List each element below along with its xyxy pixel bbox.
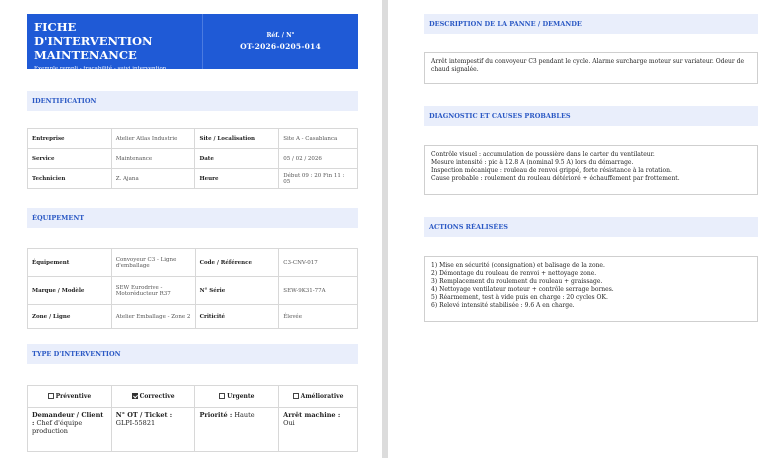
option-preventive[interactable]: [28, 386, 112, 408]
section-description: [424, 14, 758, 34]
section-type-intervention: [27, 344, 358, 364]
section-title: DIAGNOSTIC ET CAUSES PROBABLES: [429, 112, 571, 120]
section-equipement: [27, 208, 358, 228]
checkbox-icon[interactable]: [219, 393, 225, 399]
info-ticket: [111, 408, 195, 452]
document-title-line1: FICHE D'INTERVENTION: [34, 20, 153, 48]
type-intervention-table: [27, 385, 358, 452]
info-value: GLPI-55821: [115, 419, 156, 427]
field-value: Élevée: [279, 305, 358, 329]
option-corrective[interactable]: [111, 386, 195, 408]
info-value: Chef d'équipe production: [32, 419, 83, 435]
section-actions: [424, 217, 758, 237]
field-value: Z. Ajana: [111, 169, 195, 189]
field-label: N° Série: [195, 277, 279, 305]
option-label: Préventive: [55, 393, 92, 400]
info-label: Arrêt machine :: [283, 411, 341, 419]
description-text: Arrêt intempestif du convoyeur C3 pendant le cycle. Alarme surcharge moteur sur variateur. Odeur de chaud signalée.: [431, 58, 745, 73]
field-value: Convoyeur C3 - Ligne d'emballage: [111, 249, 195, 277]
section-title: DESCRIPTION DE LA PANNE / DEMANDE: [429, 20, 582, 28]
diagnostic-line: Cause probable : roulement du rouleau détérioré + échauffement par frottement.: [431, 175, 680, 182]
document-subtitle: Exemple rempli - traçabilité - suivi intervention: [34, 66, 167, 72]
option-label: Améliorative: [300, 393, 344, 400]
document-header: [27, 14, 358, 72]
field-value: Atelier Atlas Industrie: [111, 129, 195, 149]
action-line: 3) Remplacement du roulement du rouleau + graissage.: [431, 278, 603, 285]
reference-label: Réf. / N°: [266, 32, 295, 39]
table-row: [28, 408, 358, 452]
table-row: [28, 129, 358, 149]
reference-number: OT-2026-0205-014: [240, 42, 321, 51]
table-row: [28, 386, 358, 408]
field-label: Entreprise: [28, 129, 112, 149]
table-row: [28, 169, 358, 189]
diagnostic-line: Contrôle visuel : accumulation de poussière dans le carter du ventilateur.: [431, 151, 655, 158]
description-box: [424, 52, 758, 84]
info-label: Priorité :: [199, 411, 233, 419]
identification-table: [27, 128, 358, 189]
field-value: Début 09 : 20 Fin 11 : 05: [279, 169, 358, 189]
field-label: Site / Localisation: [195, 129, 279, 149]
info-arret-machine: [279, 408, 358, 452]
info-value: Haute: [234, 411, 255, 419]
action-line: 1) Mise en sécurité (consignation) et balisage de la zone.: [431, 262, 605, 269]
table-row: [28, 305, 358, 329]
header-title-block: [27, 14, 202, 72]
field-label: Équipement: [28, 249, 112, 277]
page-left: [0, 0, 382, 458]
info-label: N° OT / Ticket :: [115, 411, 173, 419]
checkbox-icon[interactable]: [48, 393, 54, 399]
diagnostic-line: Mesure intensité : pic à 12.8 A (nominal 9.5 A) lors du démarrage.: [431, 159, 634, 166]
section-title: ÉQUIPEMENT: [32, 214, 85, 222]
field-value: Maintenance: [111, 149, 195, 169]
info-label: Demandeur / Client :: [32, 411, 104, 427]
section-title: TYPE D'INTERVENTION: [32, 350, 121, 358]
section-diagnostic: [424, 106, 758, 126]
section-title: ACTIONS RÉALISÉES: [429, 223, 508, 231]
section-identification: [27, 91, 358, 111]
field-value: SEW-9K31-77A: [279, 277, 358, 305]
actions-box: [424, 256, 758, 322]
info-value: Oui: [283, 419, 295, 427]
field-label: Code / Référence: [195, 249, 279, 277]
info-demandeur: [28, 408, 112, 452]
document-title-line2: MAINTENANCE: [34, 48, 137, 62]
info-priorite: [195, 408, 279, 452]
equipement-table: [27, 248, 358, 329]
field-label: Marque / Modèle: [28, 277, 112, 305]
action-line: 2) Démontage du rouleau de renvoi + nettoyage zone.: [431, 270, 597, 277]
field-value: Atelier Emballage - Zone 2: [111, 305, 195, 329]
table-row: [28, 149, 358, 169]
field-value: Site A - Casablanca: [279, 129, 358, 149]
field-label: Date: [195, 149, 279, 169]
field-label: Service: [28, 149, 112, 169]
field-label: Heure: [195, 169, 279, 189]
action-line: 4) Nettoyage ventilateur moteur + contrôle serrage bornes.: [431, 286, 614, 293]
field-label: Criticité: [195, 305, 279, 329]
diagnostic-line: Inspection mécanique : rouleau de renvoi grippé, forte résistance à la rotation.: [431, 167, 672, 174]
field-value: 05 / 02 / 2026: [279, 149, 358, 169]
field-label: Zone / Ligne: [28, 305, 112, 329]
field-label: Technicien: [28, 169, 112, 189]
table-row: [28, 277, 358, 305]
option-label: Corrective: [139, 393, 175, 400]
diagnostic-box: [424, 145, 758, 195]
header-reference-block: [202, 14, 358, 69]
checkbox-icon[interactable]: [293, 393, 299, 399]
field-value: C3-CNV-017: [279, 249, 358, 277]
option-label: Urgente: [227, 393, 255, 400]
page-right: [388, 0, 768, 458]
action-line: 6) Relevé intensité stabilisée : 9.6 A en charge.: [431, 302, 575, 309]
action-line: 5) Réarmement, test à vide puis en charge : 20 cycles OK.: [431, 294, 608, 301]
option-ameliorative[interactable]: [279, 386, 358, 408]
field-value: SEW Eurodrive - Motoréducteur R37: [111, 277, 195, 305]
section-title: IDENTIFICATION: [32, 97, 97, 105]
checkbox-checked-icon[interactable]: [132, 393, 138, 399]
table-row: [28, 249, 358, 277]
option-urgente[interactable]: [195, 386, 279, 408]
